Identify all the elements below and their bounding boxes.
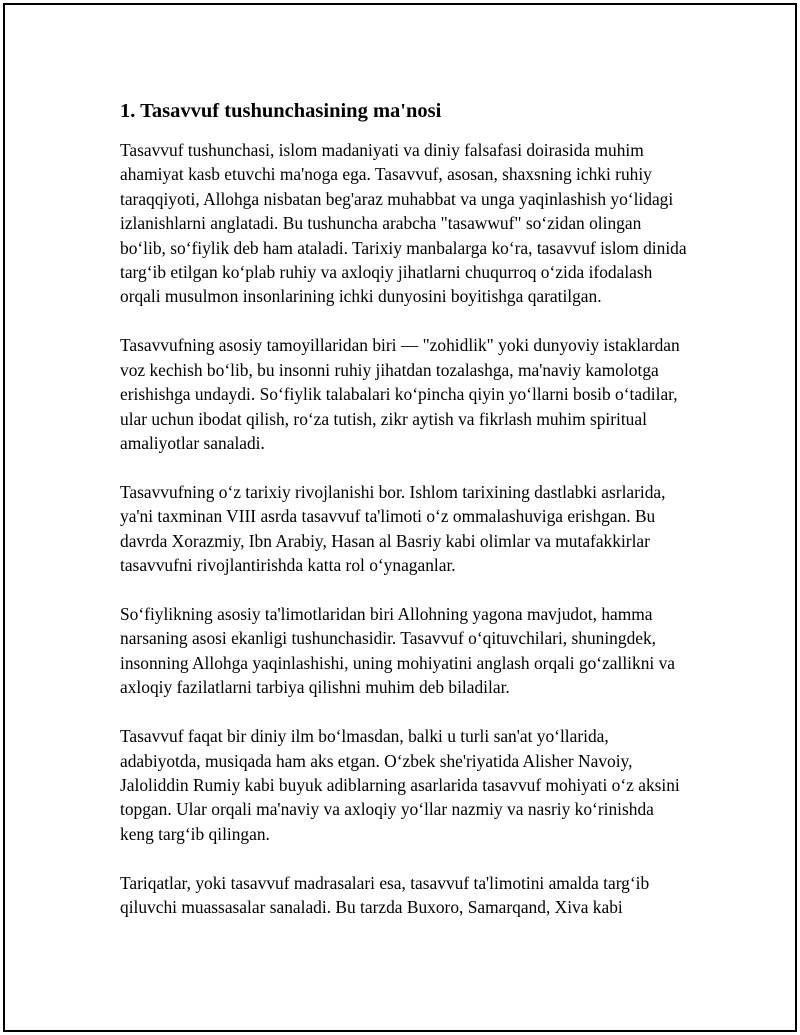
paragraph-principles: Tasavvufning asosiy tamoyillaridan biri — "zohidlik" yoki dunyoviy istaklardan voz kechish bo‘lib, bu insonni ruhiy jihatdan tozalashga, ma'naviy kamolotga erishishga undaydi. So‘fiylik talabalari ko‘pincha qiyin yo‘llarni bosib o‘tadilar, ular uchun ibodat qilish, ro‘za tutish, zikr aytish va fikrlash muhim spiritual amaliyotlar sanaladi.	[120, 335, 680, 453]
paragraph-history: Tasavvufning o‘z tarixiy rivojlanishi bor. Ishlom tarixining dastlabki asrlarida, ya'ni taxminan VIII asrda tasavvuf ta'limoti o‘z ommalashuviga erishgan. Bu davrda Xorazmiy, Ibn Arabiy, Hasan al Basriy kabi olimlar va mutafakkirlar tasavvufni rivojlantirishda katta rol o‘ynaganlar.	[120, 481, 666, 576]
page-frame	[3, 3, 797, 1032]
document-body	[120, 99, 690, 944]
section-heading: 1. Tasavvuf tushunchasining ma'nosi	[120, 100, 442, 122]
paragraph-definition: Tasavvuf tushunchasi, islom madaniyati va diniy falsafasi doirasida muhim ahamiyat kasb etuvchi ma'noga ega. Tasavvuf, asosan, shaxsning ichki ruhiy taraqqiyoti, Allohga nisbatan beg'araz muhabbat va unga yaqinlashish yo‘lidagi izlanishlarni anglatadi. Bu tushuncha arabcha "tasawwuf" so‘zidan olingan bo‘lib, so‘fiylik deb ham ataladi. Tarixiy manbalarga ko‘ra, tasavvuf islom dinida targ‘ib etilgan ko‘plab ruhiy va axloqiy jihatlarni chuqurroq o‘zida ifodalash orqali musulmon insonlarining ichki dunyosini boyitishga qaratilgan.	[120, 140, 687, 307]
paragraph-arts: Tasavvuf faqat bir diniy ilm bo‘lmasdan, balki u turli san'at yo‘llarida, adabiyotda, musiqada ham aks etgan. O‘zbek she'riyatida Alisher Navoiy, Jaloliddin Rumiy kabi buyuk adiblarning asarlarida tasavvuf mohiyati o‘z aksini topgan. Ular orqali ma'naviy va axloqiy yo‘llar nazmiy va nasriy ko‘rinishda keng targ‘ib qilingan.	[120, 726, 680, 844]
paragraph-teachings: So‘fiylikning asosiy ta'limotlaridan biri Allohning yagona mavjudot, hamma narsaning asosi ekanligi tushunchasidir. Tasavvuf o‘qituvchilari, shuningdek, insonning Allohga yaqinlashishi, uning mohiyatini anglash orqali go‘zallikni va axloqiy fazilatlarni tarbiya qilishni muhim deb biladilar.	[120, 604, 675, 698]
paragraph-tariqats: Tariqatlar, yoki tasavvuf madrasalari esa, tasavvuf ta'limotini amalda targ‘ib qiluvchi muassasalar sanaladi. Bu tarzda Buxoro, Samarqand, Xiva kabi	[120, 872, 650, 918]
